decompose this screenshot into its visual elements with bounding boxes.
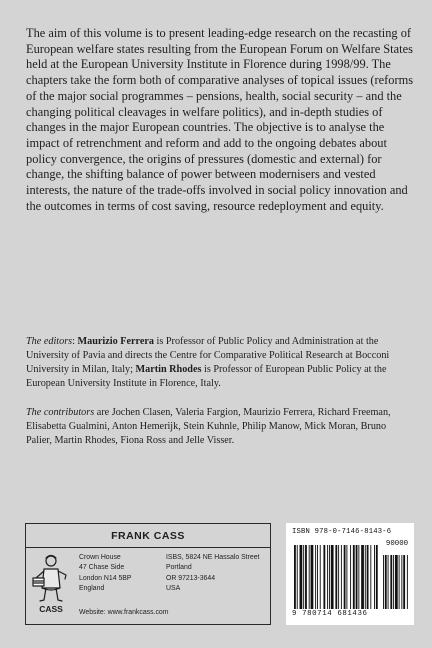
publisher-figure-logo-icon [29, 550, 73, 604]
uk-address-line: London N14 5BP [79, 574, 132, 582]
contributors-list: are Jochen Clasen, Valeria Fargion, Maurizio Ferrera, Richard Freeman, Elisabetta Gualmini, Anton Hemerijk, Stein Kuhnle, Philip Manow, Mick Moran, Bruno Palier, Martin Rhodes, Fiona Ross and Jelle Visser. [26, 407, 391, 446]
editor-name-1: Maurizio Ferrera [77, 336, 154, 347]
price-addon-code: 90000 [385, 540, 409, 548]
back-cover-blurb: The aim of this volume is to present leading-edge research on the recasting of European welfare states resulting from the European Forum on Welfare States held at the European University Institute in Florence during 1998/99. The chapters take the form both of comparative analyses of topical issues (reforms of the major social programmes – pensions, health, social security – and the changing political cleavages in welfare politics), and in-depth studies of changes in the major European countries. The objective is to analyse the impact of retrenchment and reform and add to the ongoing debates about policy convergence, the origins of pressures (domestic and external) for change, the shifting balance of power between modernisers and vested interests, the nature of the trade-offs involved in social policy innovation and the outcomes in terms of cost saving, resource redeployment and equity. [26, 26, 414, 213]
publisher-box [25, 523, 271, 625]
contributors-label: The contributors [26, 407, 95, 418]
barcode-box [286, 523, 414, 625]
us-address-line: Portland [166, 564, 192, 572]
us-address-line: ISBS, 5824 NE Hassalo Street [166, 554, 260, 561]
editors-label: The editors [26, 336, 73, 347]
uk-address [79, 553, 132, 594]
us-address-line: OR 97213-3644 [166, 574, 216, 582]
editors-separator: : [72, 336, 78, 347]
isbn-label: ISBN 978-0-7146-8143-6 [292, 528, 392, 536]
us-address-line: USA [166, 584, 181, 592]
publisher-website: Website: www.frankcass.com [79, 609, 169, 616]
uk-address-line: England [79, 584, 105, 592]
publisher-logo-text: CASS [39, 604, 63, 614]
barcode-digits: 9 780714 681436 [292, 610, 368, 618]
editor-name-2: Martin Rhodes [135, 363, 202, 375]
editor-bio-2: is Professor of European Public Policy at the European University Institute in Florence, Italy. [26, 363, 387, 389]
contributors-paragraph [26, 406, 414, 448]
uk-address-line: 47 Chase Side [79, 564, 125, 572]
publisher-name: FRANK CASS [111, 530, 185, 542]
us-address [166, 553, 259, 594]
barcode-icon [292, 541, 410, 611]
editors-paragraph [26, 335, 414, 391]
uk-address-line: Crown House [79, 554, 121, 561]
publisher-divider [26, 547, 270, 548]
publisher-logo [29, 550, 73, 622]
editor-bio-1: is Professor of Public Policy and Administration at the University of Pavia and directs the Centre for Comparative Political Research at Bocconi University in Milan, Italy; [26, 336, 390, 375]
